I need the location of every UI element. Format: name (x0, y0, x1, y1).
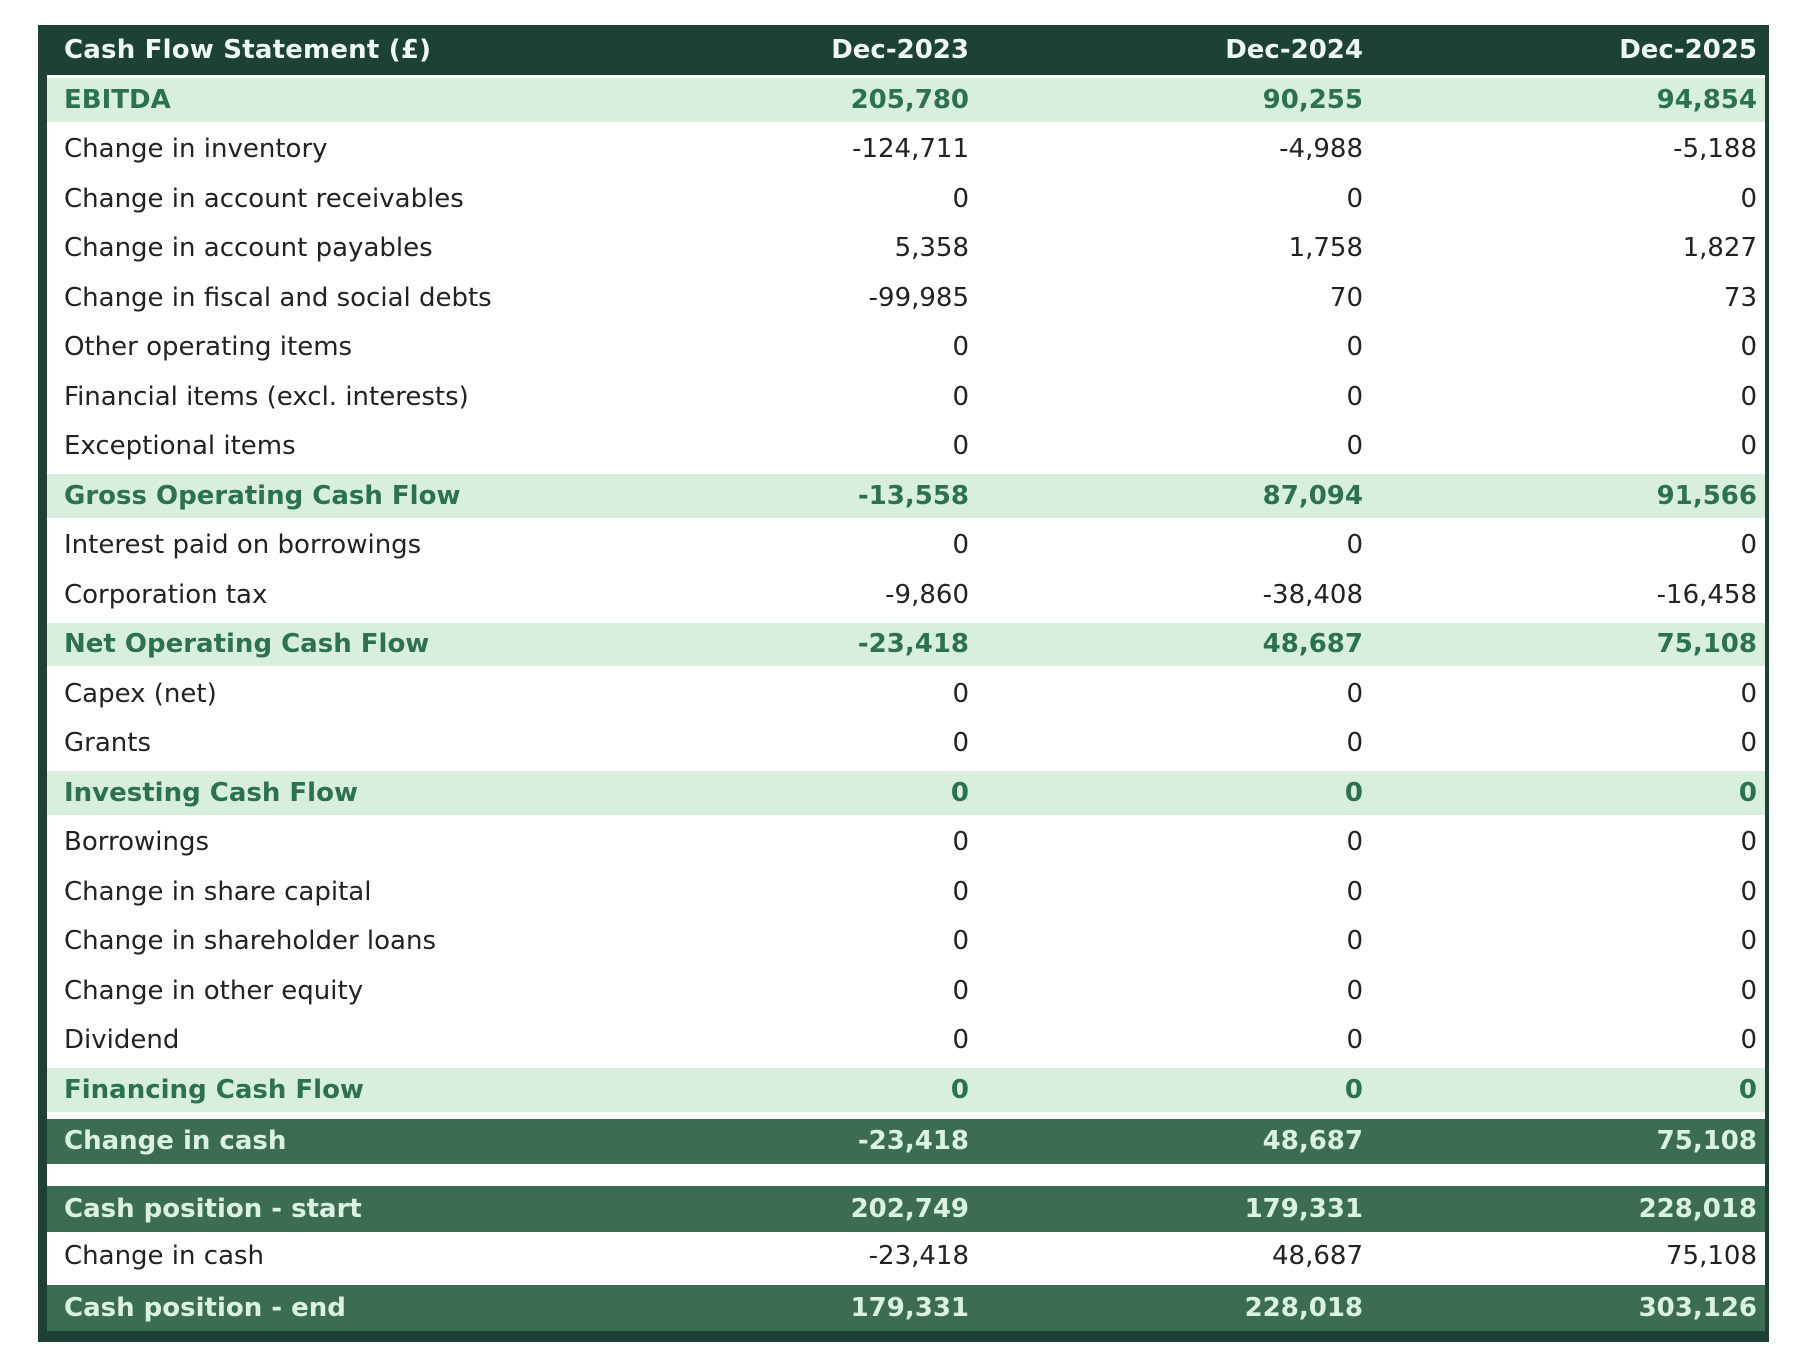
row-label: Other operating items (64, 332, 353, 363)
cell-value: 48,687 (1262, 1126, 1363, 1157)
row-label: Grants (64, 728, 151, 759)
cell-value: 0 (952, 728, 969, 759)
cell-value: 73 (1723, 282, 1757, 313)
cell-value: 75,108 (1656, 629, 1757, 660)
row-label: Financial items (excl. interests) (64, 381, 469, 412)
row-label: Interest paid on borrowings (64, 530, 422, 561)
cell-value: 0 (1740, 728, 1757, 759)
cell-value: -23,418 (857, 629, 969, 660)
cell-value: 0 (952, 431, 969, 462)
table-row (47, 570, 1765, 620)
table-row (47, 174, 1765, 224)
total-row (47, 1281, 1765, 1331)
table-header-row (47, 25, 1765, 75)
cell-value: 0 (952, 678, 969, 709)
cell-value: 0 (1346, 381, 1363, 412)
column-header: Dec-2024 (1225, 35, 1363, 65)
cell-value: -13,558 (857, 480, 969, 511)
table-row (47, 719, 1765, 769)
cell-value: 0 (1738, 777, 1757, 808)
subtotal-row (47, 471, 1765, 521)
cell-value: 0 (1346, 332, 1363, 363)
section-spacer (47, 1164, 1765, 1182)
total-row (47, 1182, 1765, 1232)
row-label: Cash position - start (64, 1193, 362, 1224)
row-label: Capex (net) (64, 678, 217, 709)
table-row (47, 323, 1765, 373)
cell-value: 0 (952, 183, 969, 214)
cell-value: 90,255 (1262, 84, 1363, 115)
cell-value: 0 (952, 332, 969, 363)
cell-value: -23,418 (857, 1126, 969, 1157)
cash-flow-statement-table (38, 25, 1769, 1342)
subtotal-row (47, 1065, 1765, 1115)
cell-value: 1,758 (1288, 233, 1363, 264)
cell-value: 0 (950, 777, 969, 808)
table-row (47, 966, 1765, 1016)
cell-value: 0 (952, 1025, 969, 1056)
row-label: Change in inventory (64, 134, 328, 165)
cell-value: -124,711 (852, 134, 969, 165)
row-label: Exceptional items (64, 431, 296, 462)
row-label: Change in share capital (64, 876, 372, 907)
row-label: Investing Cash Flow (64, 777, 358, 808)
row-label: Gross Operating Cash Flow (64, 480, 461, 511)
row-label: Change in account receivables (64, 183, 464, 214)
column-header: Dec-2023 (831, 35, 969, 65)
row-label: Net Operating Cash Flow (64, 629, 430, 660)
cell-value: 0 (1740, 975, 1757, 1006)
cell-value: 75,108 (1666, 1241, 1757, 1272)
subtotal-row (47, 768, 1765, 818)
table-body (47, 75, 1765, 1331)
cell-value: 0 (1346, 431, 1363, 462)
cell-value: 0 (1740, 1025, 1757, 1056)
cell-value: 0 (1344, 1074, 1363, 1105)
cell-value: 87,094 (1262, 480, 1363, 511)
cell-value: 0 (1740, 926, 1757, 957)
table-row (47, 818, 1765, 868)
cell-value: 0 (1740, 381, 1757, 412)
cell-value: 0 (1346, 678, 1363, 709)
row-label: Change in cash (64, 1241, 265, 1272)
cell-value: 0 (1346, 926, 1363, 957)
cell-value: -4,988 (1279, 134, 1363, 165)
row-label: Dividend (64, 1025, 180, 1056)
cell-value: 0 (1346, 975, 1363, 1006)
cell-value: 0 (1740, 431, 1757, 462)
table-row (47, 669, 1765, 719)
cell-value: -38,408 (1262, 579, 1363, 610)
total-row (47, 1115, 1765, 1165)
cell-value: 94,854 (1656, 84, 1757, 115)
table-row (47, 125, 1765, 175)
cell-value: 0 (952, 876, 969, 907)
row-label: Financing Cash Flow (64, 1074, 364, 1105)
table-title: Cash Flow Statement (£) (64, 35, 432, 65)
cell-value: -99,985 (868, 282, 969, 313)
cell-value: 0 (1344, 777, 1363, 808)
row-label: Cash position - end (64, 1292, 346, 1323)
cell-value: 48,687 (1272, 1241, 1363, 1272)
table-row (47, 224, 1765, 274)
cell-value: 228,018 (1638, 1193, 1757, 1224)
cell-value: 0 (950, 1074, 969, 1105)
cell-value: 91,566 (1656, 480, 1757, 511)
cell-value: 0 (952, 530, 969, 561)
cell-value: 0 (1740, 332, 1757, 363)
cell-value: 0 (952, 975, 969, 1006)
cell-value: 0 (1346, 728, 1363, 759)
column-header: Dec-2025 (1619, 35, 1757, 65)
cell-value: 0 (1346, 876, 1363, 907)
cell-value: 1,827 (1682, 233, 1757, 264)
cell-value: 0 (952, 827, 969, 858)
row-label: Change in other equity (64, 975, 364, 1006)
cell-value: 0 (952, 926, 969, 957)
subtotal-row (47, 75, 1765, 125)
cell-value: 70 (1329, 282, 1363, 313)
cell-value: 48,687 (1262, 629, 1363, 660)
table-row (47, 273, 1765, 323)
row-label: Change in cash (64, 1126, 287, 1157)
cell-value: -9,860 (885, 579, 969, 610)
table-row (47, 917, 1765, 967)
cell-value: 0 (1740, 183, 1757, 214)
cell-value: 0 (1346, 530, 1363, 561)
table-row (47, 1016, 1765, 1066)
cell-value: 179,331 (850, 1292, 969, 1323)
cell-value: 228,018 (1244, 1292, 1363, 1323)
cell-value: -23,418 (868, 1241, 969, 1272)
cell-value: 0 (1346, 1025, 1363, 1056)
cell-value: 202,749 (850, 1193, 969, 1224)
cell-value: -5,188 (1673, 134, 1757, 165)
table-row (47, 372, 1765, 422)
row-label: Borrowings (64, 827, 210, 858)
cell-value: 179,331 (1244, 1193, 1363, 1224)
cell-value: 0 (1740, 876, 1757, 907)
cell-value: 0 (952, 381, 969, 412)
row-label: Change in shareholder loans (64, 926, 436, 957)
row-label: Corporation tax (64, 579, 268, 610)
cell-value: 75,108 (1656, 1126, 1757, 1157)
cell-value: 0 (1346, 183, 1363, 214)
table-row (47, 867, 1765, 917)
table-row (47, 521, 1765, 571)
subtotal-row (47, 620, 1765, 670)
cell-value: 5,358 (894, 233, 969, 264)
cell-value: 0 (1346, 827, 1363, 858)
row-label: EBITDA (64, 84, 171, 115)
table-row (47, 422, 1765, 472)
cell-value: 0 (1740, 678, 1757, 709)
cell-value: 0 (1740, 530, 1757, 561)
table-row (47, 1232, 1765, 1282)
cell-value: 0 (1738, 1074, 1757, 1105)
row-label: Change in account payables (64, 233, 433, 264)
cell-value: 205,780 (850, 84, 969, 115)
cell-value: -16,458 (1656, 579, 1757, 610)
cell-value: 303,126 (1638, 1292, 1757, 1323)
row-label: Change in fiscal and social debts (64, 282, 492, 313)
cell-value: 0 (1740, 827, 1757, 858)
